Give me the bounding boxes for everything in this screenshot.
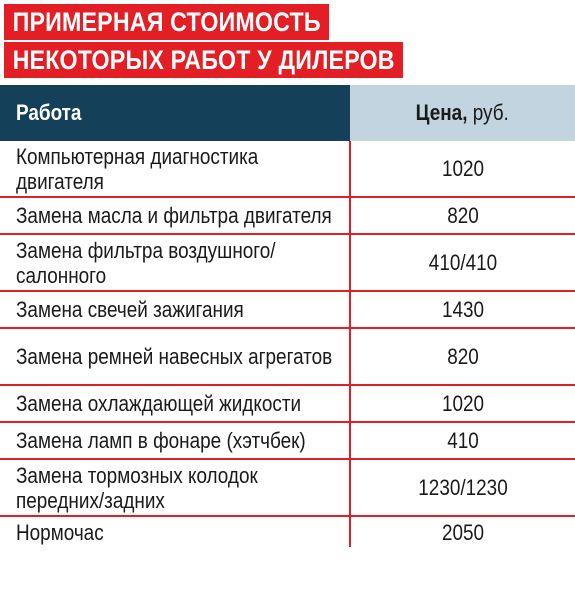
- title-block: [0, 0, 575, 82]
- price-table: [0, 85, 575, 547]
- table-row: [0, 234, 575, 291]
- work-cell: Компьютерная диагностика двигателя: [0, 141, 350, 197]
- price-cell: 1020: [350, 385, 575, 422]
- table-row: [0, 422, 575, 459]
- price-cell: 1430: [350, 291, 575, 328]
- table-row: [0, 459, 575, 516]
- table-row: [0, 291, 575, 328]
- price-cell: 820: [350, 197, 575, 234]
- work-cell: Нормочас: [0, 516, 350, 547]
- work-cell: Замена фильтра воздушного/ салонного: [0, 234, 350, 291]
- price-cell: 1230/1230: [350, 459, 575, 516]
- column-header-work: Работа: [0, 85, 350, 141]
- price-cell: 1020: [350, 141, 575, 197]
- price-cell: 2050: [441, 519, 485, 545]
- price-cell: 410/410: [350, 234, 575, 291]
- work-cell: Замена масла и фильтра двигателя: [0, 197, 350, 234]
- title-line-1: ПРИМЕРНАЯ СТОИМОСТЬ: [4, 4, 329, 40]
- table-row: [0, 141, 575, 197]
- column-header-price: Цена, руб.: [350, 85, 575, 141]
- work-cell: Замена охлаждающей жидкости: [0, 385, 350, 422]
- table-row: [0, 385, 575, 422]
- title-line-2: НЕКОТОРЫХ РАБОТ У ДИЛЕРОВ: [4, 42, 403, 78]
- work-cell: Замена тормозных колодок передних/задних: [0, 459, 350, 516]
- table-row: [0, 328, 575, 385]
- table-row: [0, 516, 575, 547]
- price-cell: 820: [350, 328, 575, 385]
- price-cell: 410: [350, 422, 575, 459]
- work-cell: Замена свечей зажигания: [0, 291, 350, 328]
- work-cell: Замена ламп в фонаре (хэтчбек): [0, 422, 350, 459]
- table-header-row: [0, 85, 575, 141]
- table-row: [0, 197, 575, 234]
- work-cell: Замена ремней навесных агрегатов: [0, 328, 350, 385]
